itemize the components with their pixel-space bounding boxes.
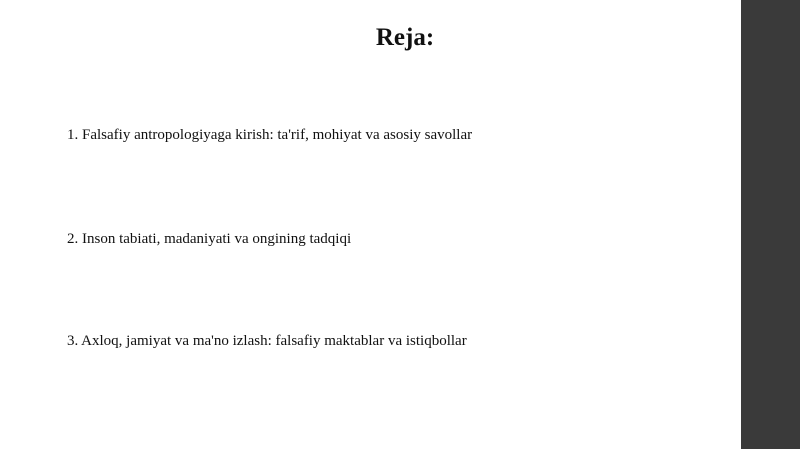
slide-title: Reja:: [375, 24, 435, 51]
plan-item-2: 2. Inson tabiati, madaniyati va ongining tadqiqi: [67, 231, 352, 247]
plan-item-3: 3. Axloq, jamiyat va ma'no izlash: falsafiy maktablar va istiqbollar: [67, 333, 467, 349]
side-panel: [741, 0, 800, 449]
plan-item-1: 1. Falsafiy antropologiyaga kirish: ta'rif, mohiyat va asosiy savollar: [67, 127, 473, 143]
